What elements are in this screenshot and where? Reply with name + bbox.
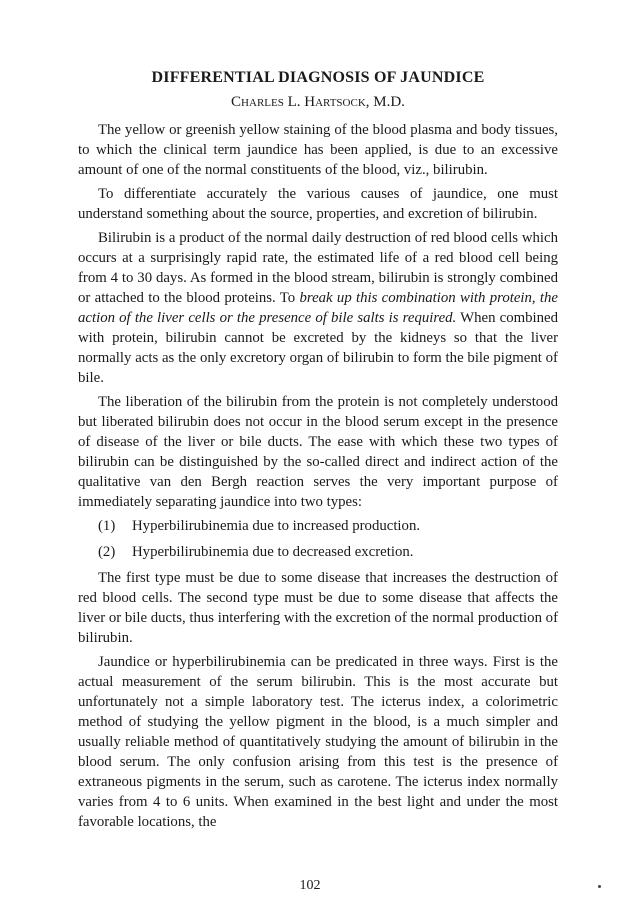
page-number: 102 bbox=[299, 878, 321, 893]
article-page bbox=[78, 68, 558, 836]
paragraph-3-part-1: Bilirubin is a product of the normal daily destruction of red blood cells which occurs at a surprisingly rapid rate, the estimated life of a red blood cell being from 4 to 30 days. As formed in the blood stream, bilirubin is strongly combined or attached to the blood proteins. To bbox=[78, 230, 558, 306]
list-item-1 bbox=[78, 516, 558, 536]
article-title: DIFFERENTIAL DIAGNOSIS OF JAUNDICE bbox=[151, 69, 485, 86]
list-item-2-text: Hyperbilirubinemia due to decreased excretion. bbox=[132, 544, 414, 560]
list-item-1-text: Hyperbilirubinemia due to increased production. bbox=[132, 518, 421, 534]
article-author: Charles L. Hartsock, M.D. bbox=[231, 94, 405, 110]
stray-dot-mark bbox=[598, 885, 601, 888]
paragraph-6: Jaundice or hyperbilirubinemia can be predicated in three ways. First is the actual measurement of the serum bilirubin. This is the most accurate but unfortunately not a simple laboratory test. The icterus index, a colorimetric method of studying the yellow pigment in the blood, is a much simpler and usually reliable method of quantitatively studying the amount of bilirubin in the blood serum. The only confusion arising from this test is the presence of extraneous pigments in the serum, such as carotene. The icterus index normally varies from 4 to 6 units. When examined in the best light and under the most favorable locations, the bbox=[78, 654, 558, 830]
list-item-2-number: (2) bbox=[98, 544, 116, 560]
paragraph-3-part-2: When combined with protein, bilirubin cannot be excreted by the kidneys so that the liver normally acts as the only excretory organ of bilirubin to form the bile pigment of bile. bbox=[78, 310, 558, 386]
list-item-2 bbox=[78, 542, 558, 562]
list-item-1-number: (1) bbox=[98, 518, 116, 534]
paragraph-3 bbox=[78, 228, 558, 388]
paragraph-2: To differentiate accurately the various causes of jaundice, one must understand something about the source, properties, and excretion of bilirubin. bbox=[78, 186, 558, 222]
paragraph-3-italic: break up this combination with protein, the action of the liver cells or the presence of bile salts is required. bbox=[78, 290, 559, 326]
paragraph-1: The yellow or greenish yellow staining of the blood plasma and body tissues, to which the clinical term jaundice has been applied, is due to an excessive amount of one of the normal constituents of the blood, viz., bilirubin. bbox=[78, 122, 558, 178]
paragraph-5: The first type must be due to some disease that increases the destruction of red blood cells. The second type must be due to some disease that affects the liver or bile ducts, thus interfering with the excretion of the normal production of bilirubin. bbox=[78, 570, 558, 646]
paragraph-4: The liberation of the bilirubin from the protein is not completely understood but liberated bilirubin does not occur in the blood serum except in the presence of disease of the liver or bile ducts. The ease with which these two types of bilirubin can be distinguished by the so-called direct and indirect action of the qualitative van den Bergh reaction serves the very important purpose of immediately separating jaundice into two types: bbox=[78, 394, 558, 510]
